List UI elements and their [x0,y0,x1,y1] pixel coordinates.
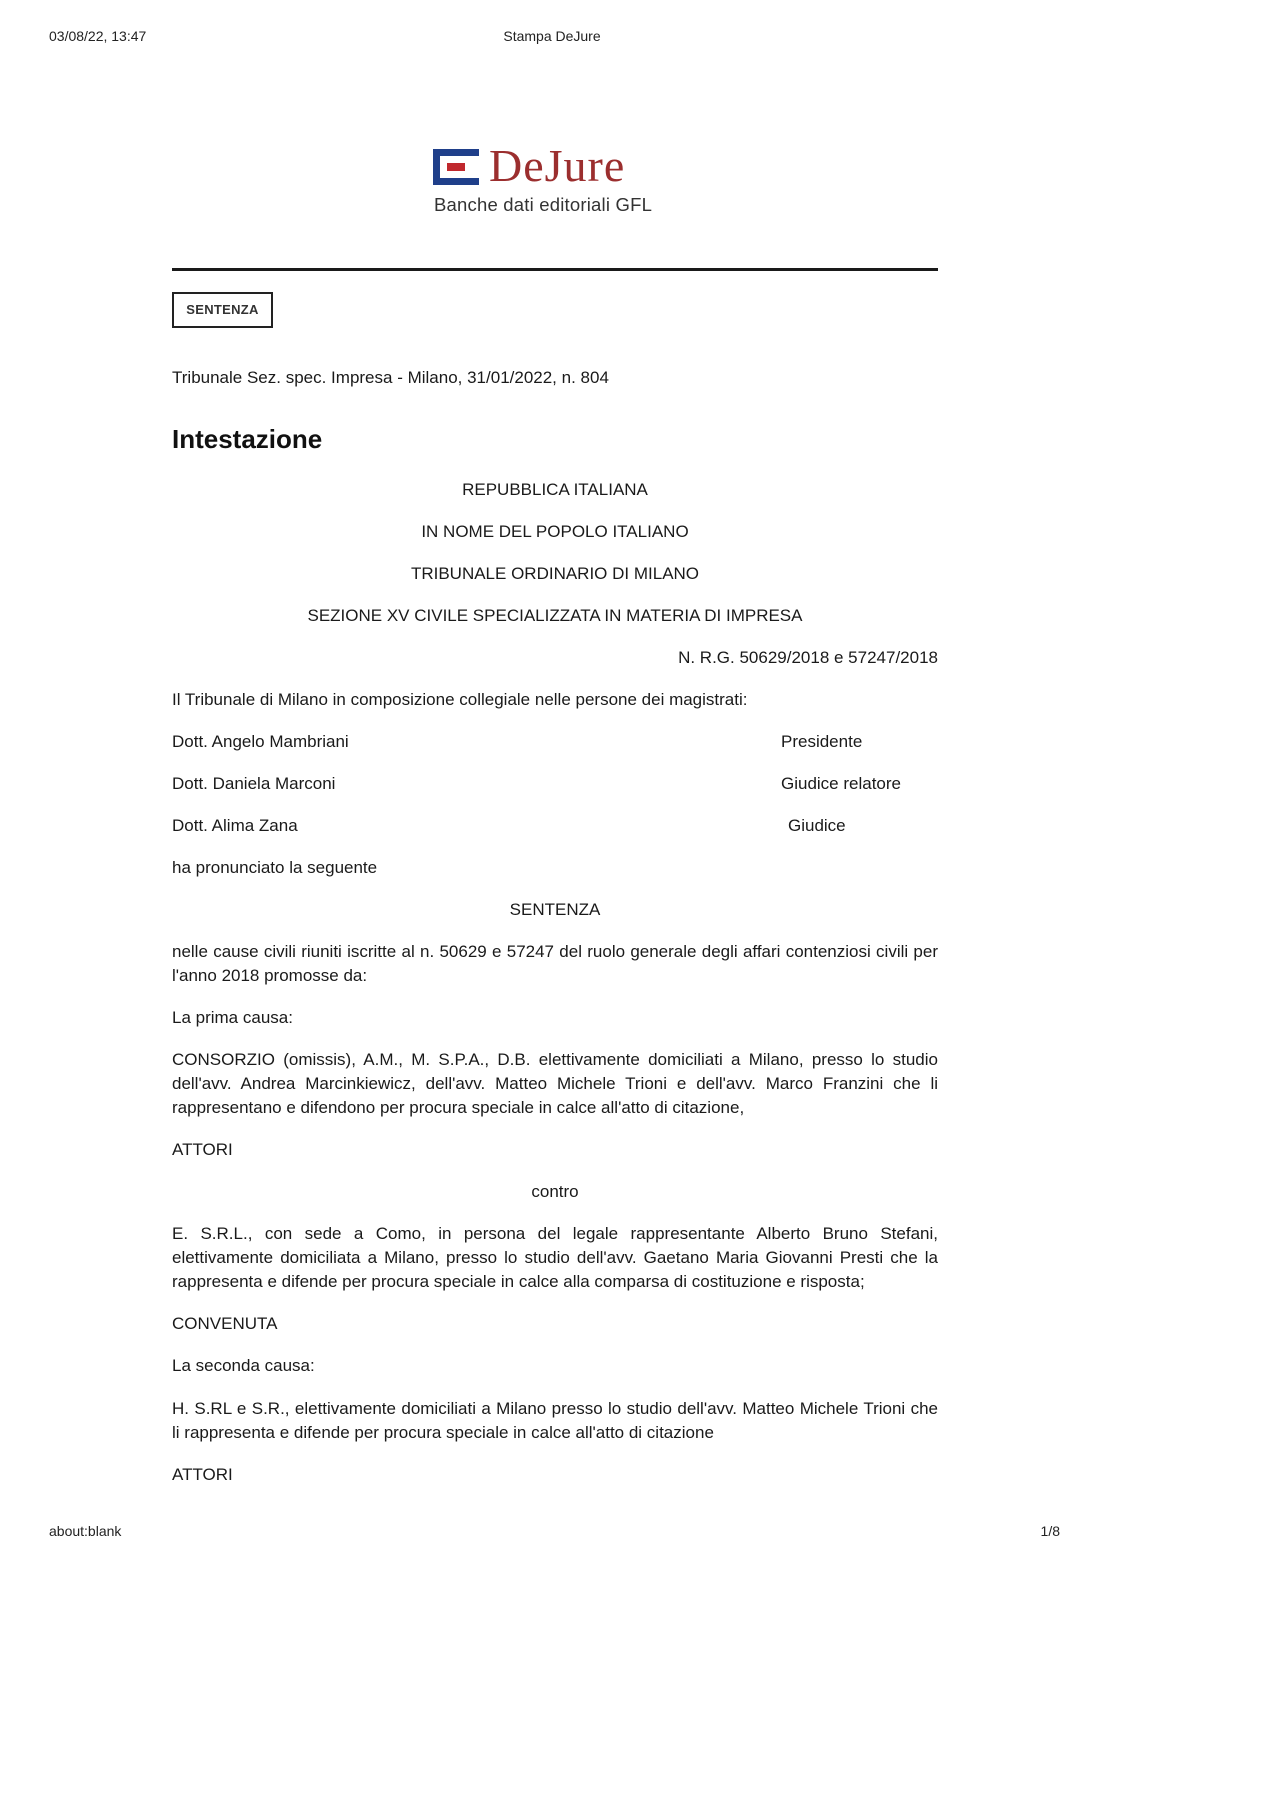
defendant-label: CONVENUTA [172,1314,278,1333]
header-line-republic: REPUBBLICA ITALIANA [462,480,648,499]
logo-tagline: Banche dati editoriali GFL [434,194,653,215]
sentence-title: SENTENZA [509,900,601,919]
print-page-number: 1/8 [1040,1523,1060,1539]
defendant-paragraph: E. S.R.L., con sede a Como, in persona del legale rappresentante Alberto Bruno Stefani, elettivamente domiciliata a Milano, presso lo studio dell'avv. Gaetano Maria Giovanni Presti che la rappresenta e difende per procura speciale in calce alla comparsa di costituzione e risposta; [172,1224,938,1291]
second-cause-label: La seconda causa: [172,1356,315,1375]
dejure-logo-icon [433,149,479,185]
judge-name: Dott. Daniela Marconi [172,774,336,793]
judge-name: Dott. Angelo Mambriani [172,732,349,751]
print-url: about:blank [49,1523,122,1539]
against-label: contro [531,1182,579,1201]
first-cause-plaintiffs-paragraph: CONSORZIO (omissis), A.M., M. S.P.A., D.B. elettivamente domiciliati a Milano, presso lo studio dell'avv. Andrea Marcinkiewicz, dell'avv. Matteo Michele Trioni e dell'avv. Marco Franzini che li rappresentano e difendono per procura speciale in calce all'atto di citazione, [172,1050,938,1117]
judge-role: Giudice [788,816,846,835]
first-cause-label: La prima causa: [172,1008,293,1027]
dejure-logo [433,140,673,226]
header-line-court: TRIBUNALE ORDINARIO DI MILANO [410,564,700,583]
causes-intro-paragraph: nelle cause civili riuniti iscritte al n. 50629 e 57247 del ruolo generale degli affari contenziosi civili per l'anno 2018 promosse da: [172,942,938,985]
judge-role: Presidente [781,732,863,751]
judge-role: Giudice relatore [781,774,902,793]
logo-wordmark: DeJure [489,140,626,191]
print-title: Stampa DeJure [503,28,601,44]
pronounced-text: ha pronunciato la seguente [172,858,378,877]
rg-number: N. R.G. 50629/2018 e 57247/2018 [678,648,938,667]
header-divider [172,268,938,271]
case-citation: Tribunale Sez. spec. Impresa - Milano, 31/01/2022, n. 804 [172,368,609,387]
second-cause-plaintiffs-paragraph: H. S.RL e S.R., elettivamente domiciliati a Milano presso lo studio dell'avv. Matteo Michele Trioni che li rappresenta e difende per procura speciale in calce all'atto di citazione [172,1399,938,1442]
section-heading: Intestazione [172,424,323,454]
plaintiffs-label: ATTORI [172,1140,233,1159]
plaintiffs-label: ATTORI [172,1465,233,1484]
judge-name: Dott. Alima Zana [172,816,298,835]
header-line-section: SEZIONE XV CIVILE SPECIALIZZATA IN MATERIA DI IMPRESA [307,606,803,625]
print-datetime: 03/08/22, 13:47 [49,28,147,44]
document-type-badge: SENTENZA [172,292,273,328]
court-intro: Il Tribunale di Milano in composizione collegiale nelle persone dei magistrati: [172,690,748,709]
header-line-people: IN NOME DEL POPOLO ITALIANO [421,522,689,541]
